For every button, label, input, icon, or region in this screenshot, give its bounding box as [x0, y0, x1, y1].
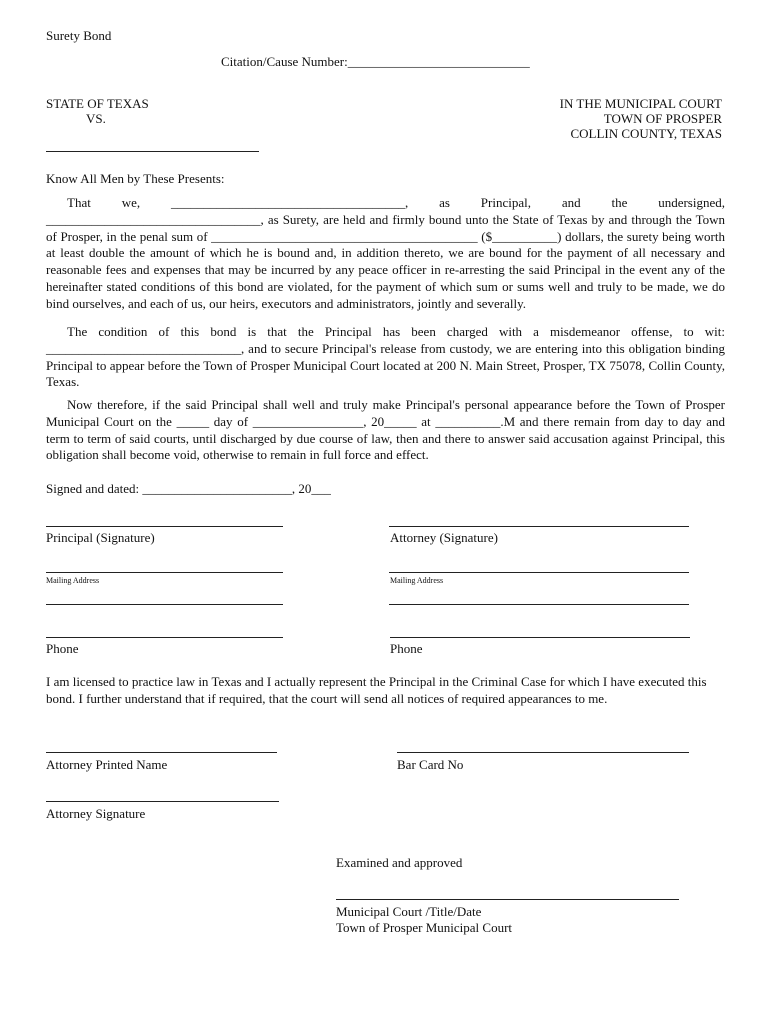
attorney-phone-line[interactable] [390, 637, 690, 638]
court-line-1: IN THE MUNICIPAL COURT [559, 96, 722, 111]
court-line-2: TOWN OF PROSPER [603, 111, 722, 126]
court-approval-line[interactable] [336, 899, 679, 900]
attorney-mailing-line[interactable] [389, 572, 689, 573]
bond-paragraph-1: That we, ____________________________________, as Principal, and the undersigned, _________________________________, as Surety, are held and firmly bound unto the State of Texas by and through the Town of Prosper, in the penal sum of _________________________________________ ($__________) dollars, the surety being worth at least double the amount of which he is bound and, in addition thereto, we are bound for the payment of all necessary and reasonable fees and expenses that may be incurred by any peace officer in re-arresting the said Principal in the event any of the hereinafter stated conditions of this bond are violated, for the payment of which sum or sums well and truly to be made, we do bind ourselves, and each of us, our heirs, executors and administrators, jointly and severally. [46, 195, 725, 311]
know-all-men: Know All Men by These Presents: [46, 171, 225, 186]
court-name: Town of Prosper Municipal Court [336, 920, 513, 935]
attorney-mailing-line-2[interactable] [389, 604, 689, 605]
principal-mailing-label: Mailing Address [46, 576, 100, 585]
vs-label: VS. [86, 111, 106, 126]
principal-signature-label: Principal (Signature) [46, 530, 155, 545]
signed-and-dated: Signed and dated: _______________________, 20___ [46, 481, 331, 496]
attorney-signature-line[interactable] [389, 526, 689, 527]
attorney-printed-name-line[interactable] [46, 752, 277, 753]
attorney-signature-label: Attorney (Signature) [390, 530, 498, 545]
attorney-mailing-label: Mailing Address [390, 576, 444, 585]
principal-phone-line[interactable] [46, 637, 283, 638]
state-label: STATE OF TEXAS [46, 96, 149, 111]
principal-phone-label: Phone [46, 641, 79, 656]
document-title: Surety Bond [46, 28, 112, 43]
bar-card-line[interactable] [397, 752, 689, 753]
principal-signature-line[interactable] [46, 526, 283, 527]
bar-card-label: Bar Card No [397, 757, 464, 772]
principal-mailing-line[interactable] [46, 572, 283, 573]
attorney-phone-label: Phone [390, 641, 423, 656]
court-title-date: Municipal Court /Title/Date [336, 904, 482, 919]
attorney-signature-bottom-label: Attorney Signature [46, 806, 146, 821]
bond-paragraph-2: The condition of this bond is that the Principal has been charged with a misdemeanor offense, to wit: ______________________________, and to secure Principal's release from custody, we are entering into this obligation binding Principal to appear before the Town of Prosper Municipal Court located at 200 N. Main Street, Prosper, TX 75078, Collin County, Texas. [46, 324, 725, 390]
examined-approved: Examined and approved [336, 855, 463, 870]
bond-paragraph-3: Now therefore, if the said Principal shall well and truly make Principal's personal appearance before the Town of Prosper Municipal Court on the _____ day of _________________, 20_____ at __________.M and there remain from day to day and term to term of said courts, until discharged by due course of law, then and there to answer said accusation against Principal, this obligation shall become void, otherwise to remain in full force and effect. [46, 397, 725, 463]
license-statement: I am licensed to practice law in Texas and I actually represent the Principal in the Criminal Case for which I have executed this bond. I further understand that if required, that the court will send all notices of required appearances to me. [46, 674, 707, 706]
attorney-printed-name-label: Attorney Printed Name [46, 757, 168, 772]
defendant-name-line[interactable] [46, 151, 259, 152]
citation-cause-number: Citation/Cause Number:____________________________ [221, 54, 530, 69]
attorney-signature-bottom-line[interactable] [46, 801, 279, 802]
court-line-3: COLLIN COUNTY, TEXAS [570, 126, 722, 141]
principal-mailing-line-2[interactable] [46, 604, 283, 605]
